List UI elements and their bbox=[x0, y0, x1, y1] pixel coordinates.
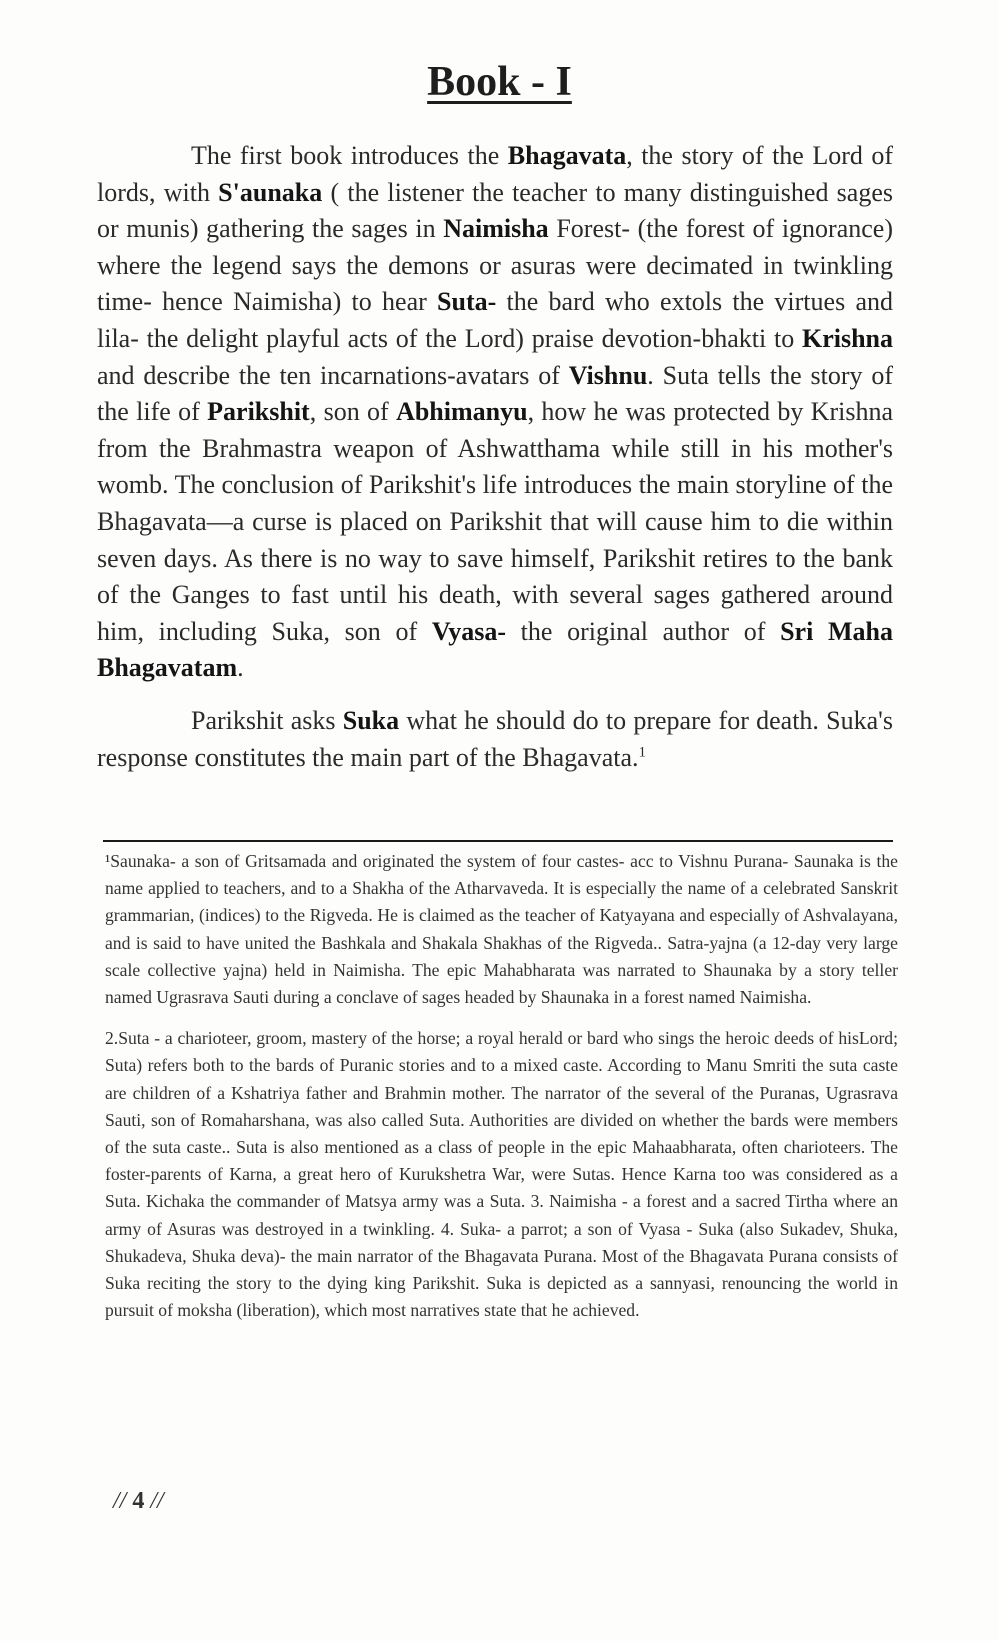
text-run: ( the listener the teacher to many distinguished sages or munis) gathering the sages in bbox=[97, 177, 893, 244]
term-vishnu: Vishnu bbox=[568, 360, 648, 390]
text-run: the bard who extols the virtues and lila- the delight playful acts of the Lord) praise devotion-bhakti to bbox=[97, 287, 893, 353]
term-bhagavata: Bhagavata bbox=[507, 141, 627, 170]
text-run: , the story of the Lord of lords, with bbox=[97, 141, 893, 207]
term-saunaka: S'aunaka bbox=[218, 177, 323, 207]
term-abhimanyu: Abhimanyu bbox=[396, 397, 528, 427]
footnote-2: 2.Suta - a charioteer, groom, mastery of the horse; a royal herald or bard who sings the heroic deeds of hisLord; Suta) refers both to the bards of Puranic stories and to a mixed caste. According to Manu Smriti the suta caste are children of a Kshatriya father and Brahmin mother. The narrator of the several of the Puranas, Ugrasrava Sauti, son of Romaharshana, was also called Suta. Authorities are divided on whether the bards were members of the suta caste.. Suta is also mentioned as a class of people in the epic Mahaabharata, often charioteers. The foster-parents of Karna, a great hero of Kurukshetra War, were Sutas. Hence Karna too was considered as a Suta. Kichaka the commander of Matsya army was a Suta. 3. Naimisha - a forest and a sacred Tirtha where an army of Asuras was destroyed in a twinkling. 4. Suka- a parrot; a son of Vyasa - Suka (also Sukadev, Shuka, Shukadeva, Shuka deva)- the main narrator of the Bhagavata Purana. Most of the Bhagavata Purana consists of Suka reciting the story to the dying king Parikshit. Suka is depicted as a sannyasi, renouncing the world in pursuit of moksha (liberation), which most narratives state that he achieved. bbox=[105, 1028, 898, 1321]
page-number-right-mark: // bbox=[150, 1488, 164, 1514]
text-run: what he should do to prepare for death. Suka's response constitutes the main part of the Bhagavata. bbox=[97, 705, 893, 772]
text-run: . bbox=[237, 653, 244, 683]
text-run: . Suta tells the story of the life of bbox=[97, 360, 893, 427]
term-sri-maha-bhagavatam: Sri Maha Bhagavatam bbox=[97, 616, 893, 683]
intro-paragraph bbox=[97, 138, 893, 687]
text-run: The first book introduces the bbox=[191, 141, 508, 170]
text-run: , how he was protected by Krishna from the Brahmastra weapon of Ashwatthama while still in his mother's womb. The conclusion of Parikshit's life introduces the main storyline of the Bhagavata—a curse is placed on Parikshit that will cause him to die within seven days. As there is no way to save himself, Parikshit retires to the bank of the Ganges to fast until his death, with several sages gathered around him, including Suka, son of bbox=[97, 397, 893, 646]
text-run: Parikshit asks bbox=[191, 705, 343, 735]
term-suta: Suta- bbox=[437, 287, 497, 317]
text-run: Forest- (the forest of ignorance) where the legend says the demons or asuras were decimated in twinkling time- hence Naimisha) to hear bbox=[97, 214, 893, 317]
footnote-marker: 1 bbox=[638, 743, 647, 760]
text-run: the original author of bbox=[506, 616, 781, 646]
main-text bbox=[97, 138, 893, 792]
term-krishna: Krishna bbox=[801, 323, 893, 353]
page-number bbox=[113, 1488, 164, 1515]
term-vyasa: Vyasa- bbox=[431, 616, 506, 646]
page-number-value: 4 bbox=[132, 1488, 145, 1514]
page-number-left-mark: // bbox=[113, 1488, 127, 1514]
text-run: , son of bbox=[309, 397, 397, 427]
footnote-divider bbox=[103, 840, 893, 842]
second-paragraph bbox=[97, 703, 893, 776]
term-parikshit: Parikshit bbox=[207, 397, 310, 427]
text-run: and describe the ten incarnations-avatars of bbox=[97, 360, 569, 390]
page-title: Book - I bbox=[427, 59, 572, 105]
term-naimisha: Naimisha bbox=[443, 214, 549, 244]
term-suka: Suka bbox=[342, 705, 400, 735]
footnote-1: ¹Saunaka- a son of Gritsamada and originated the system of four castes- acc to Vishnu Purana- Saunaka is the name applied to teachers, and to a Shakha of the Atharvaveda. It is especially the name of a celebrated Sanskrit grammarian, (indices) to the Rigveda. He is claimed as the teacher of Katyayana and especially of Ashvalayana, and is said to have united the Bashkala and Shakala Shakhas of the Rigveda.. Satra-yajna (a 12-day very large scale collective yajna) held in Naimisha. The epic Mahabharata was narrated to Shaunaka by a story teller named Ugrasrava Sauti during a conclave of sages headed by Shaunaka in a forest named Naimisha. bbox=[105, 851, 898, 1008]
footnotes bbox=[105, 848, 898, 1338]
